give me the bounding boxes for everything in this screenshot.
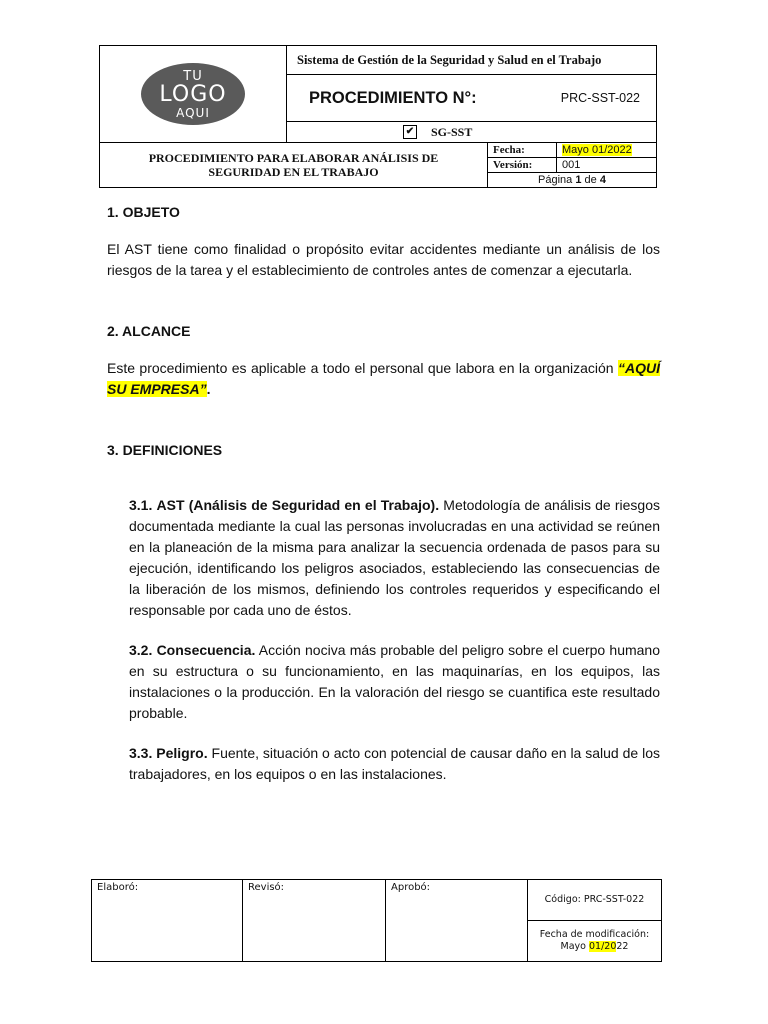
section-alcance-body: Este procedimiento es aplicable a todo el personal que labora en la organización “AQUÍ SU EMPRESA”. (107, 360, 660, 397)
company-logo: TU LOGO AQUI (141, 63, 245, 125)
reviso-cell: Revisó: (243, 880, 386, 962)
definition-peligro: 3.3. Peligro. Fuente, situación o acto con potencial de causar daño en la salud de los trabajadores, en los equipos o en las instalaciones. (129, 745, 660, 782)
fecha-value: Mayo 01/2022 (557, 143, 657, 158)
definition-consecuencia: 3.2. Consecuencia. Acción nociva más probable del peligro sobre el cuerpo humano en su estructura o su funcionamiento, en las maquinarías, en los equipos, las instalaciones o la producción. En la valoración del riesgo se cuantifica este resultado probable. (129, 642, 661, 721)
document-header (99, 45, 657, 188)
definition-ast: 3.1. AST (Análisis de Seguridad en el Trabajo). Metodología de análisis de riesgos documentada mediante la cual las personas involucradas en una actividad se reúnen en la planeación de la misma para analizar la secuencia ordenada de pasos para su ejecución, identificando los peligros asociados, estableciendo las consecuencias de la liberación de los mismos, definiendo los controles requeridos y especificando el responsable por cada uno de éstos. (129, 497, 661, 618)
fecha-label: Fecha: (488, 143, 557, 158)
document-body (107, 200, 660, 785)
footer-code-cell (528, 880, 662, 962)
scope-label: SG-SST (431, 124, 473, 139)
version-label: Versión: (488, 158, 557, 173)
section-definiciones-title: 3. DEFINICIONES (107, 442, 223, 458)
document-title-line2: SEGURIDAD EN EL TRABAJO (208, 165, 379, 179)
section-objeto-title: 1. OBJETO (107, 204, 180, 220)
page-number: Página 1 de 4 (538, 174, 606, 186)
approval-table (91, 879, 662, 962)
procedure-row (287, 75, 657, 122)
footer-code: Código: PRC-SST-022 (528, 880, 661, 921)
section-objeto-body: El AST tiene como finalidad o propósito evitar accidentes mediante un análisis de los riesgos de la tarea y el establecimiento de controles antes de comenzar a ejecutarla. (107, 241, 660, 278)
logo-cell (100, 46, 287, 143)
system-name: Sistema de Gestión de la Seguridad y Salud en el Trabajo (287, 46, 657, 75)
procedure-code: PRC-SST-022 (560, 91, 640, 105)
document-meta (488, 143, 657, 188)
aprobo-cell: Aprobó: (386, 880, 528, 962)
document-title (100, 143, 488, 188)
version-value: 001 (557, 158, 657, 173)
check-icon: ✔ (403, 125, 417, 139)
elaboro-cell: Elaboró: (92, 880, 243, 962)
procedure-label: PROCEDIMIENTO N°: (309, 88, 477, 107)
company-placeholder: “AQUÍ SU EMPRESA” (107, 360, 660, 397)
scope-row (287, 122, 657, 143)
footer-modification-date: Fecha de modificación: Mayo 01/2022 (539, 929, 650, 952)
document-title-line1: PROCEDIMIENTO PARA ELABORAR ANÁLISIS DE (148, 151, 439, 165)
section-alcance-title: 2. ALCANCE (107, 323, 191, 339)
